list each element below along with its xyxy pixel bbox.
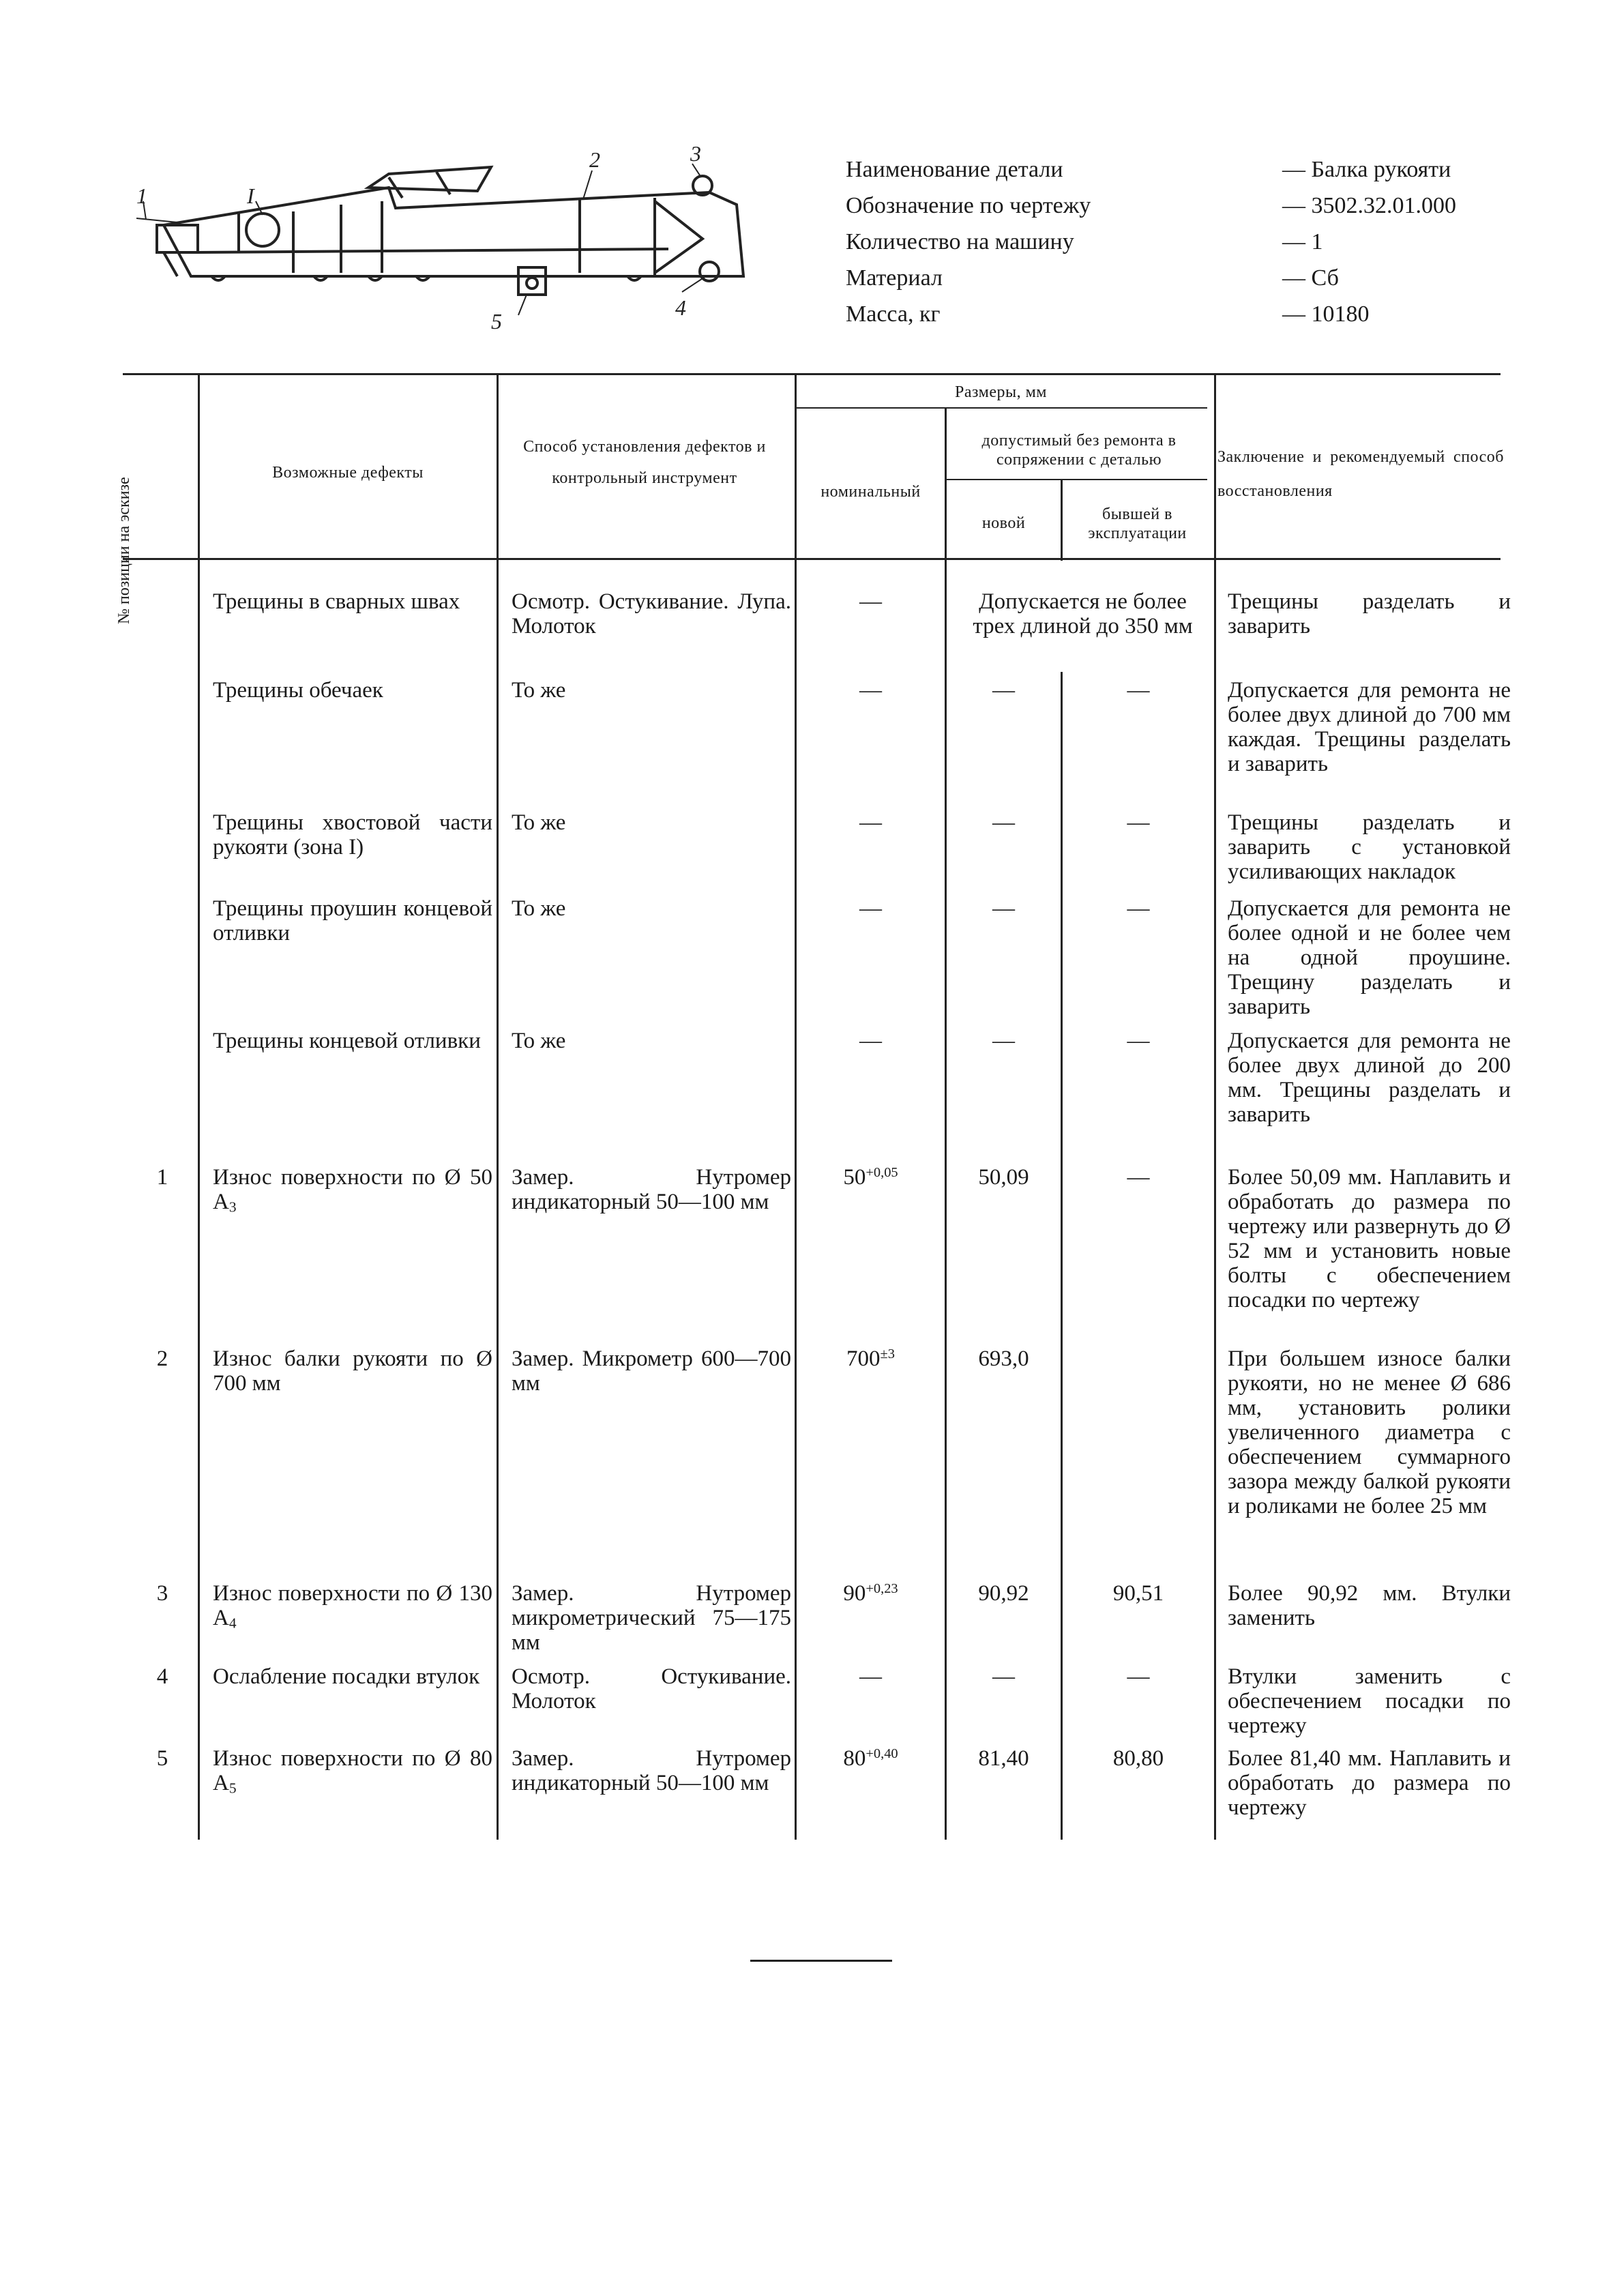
row6-new: 50,09 — [978, 1165, 1029, 1190]
row2-defect: Трещины обечаек — [213, 678, 383, 703]
col-divider-1 — [198, 373, 200, 1840]
info-value: — Балка рукояти — [1282, 151, 1451, 188]
info-value: — 1 — [1282, 224, 1323, 260]
row7-nominal — [797, 1346, 945, 1371]
row8-defect-diam: Ø 130 А — [213, 1581, 492, 1630]
callout-I: I — [247, 183, 254, 208]
row10-defect — [213, 1746, 492, 1795]
row4-defect: Трещины проушин концевой отливки — [213, 896, 492, 945]
row3-method: То же — [512, 810, 566, 835]
col-divider-2 — [497, 373, 499, 1840]
info-label: Обозначение по чертежу — [846, 193, 1091, 218]
row9-defect: Ослабление посадки втулок — [213, 1664, 480, 1689]
row6-nominal-base: 50 — [843, 1165, 866, 1190]
row10-position: 5 — [156, 1746, 168, 1771]
part-sketch — [136, 136, 771, 355]
col-divider-6 — [1214, 373, 1216, 1840]
row10-used: 80,80 — [1112, 1746, 1164, 1771]
row4-conclusion: Допускается для ремонта не более одной и не более чем на одной проушине. Трещину разделать и заварить — [1228, 896, 1511, 1019]
header-nominal: номинальный — [821, 483, 921, 501]
callout-2: 2 — [589, 147, 600, 172]
row1-defect: Трещины в сварных швах — [213, 589, 460, 614]
col-divider-4 — [945, 407, 947, 1840]
info-label: Количество на машину — [846, 229, 1074, 254]
row3-new: — — [992, 810, 1015, 835]
row7-new: 693,0 — [978, 1346, 1029, 1371]
row5-conclusion: Допускается для ремонта не более двух длиной до 200 мм. Трещины разделать и заварить — [1228, 1029, 1511, 1127]
header-sizes: Размеры, мм — [955, 383, 1047, 401]
row6-conclusion: Более 50,09 мм. Наплавить и обработать до размера по чертежу или развернуть до Ø 52 мм и установить новые болты с обеспечением посадки по чертежу — [1228, 1165, 1511, 1312]
row6-position: 1 — [156, 1165, 168, 1190]
row10-defect-diam: Ø 80 А — [213, 1746, 492, 1795]
row6-defect-sub: 3 — [228, 1198, 237, 1216]
row2-new: — — [992, 678, 1015, 703]
header-new: новой — [981, 514, 1026, 532]
row7-nominal-base: 700 — [846, 1346, 881, 1371]
row5-defect: Трещины концевой отливки — [213, 1029, 481, 1053]
row10-conclusion: Более 81,40 мм. Наплавить и обработать до размера по чертежу — [1228, 1746, 1511, 1820]
row8-nominal-base: 90 — [843, 1581, 866, 1606]
row7-defect: Износ балки рукояти по Ø 700 мм — [213, 1346, 492, 1396]
table-header-rule — [123, 558, 1501, 560]
row3-nominal: — — [859, 810, 882, 835]
callout-1: 1 — [136, 183, 147, 208]
header-allowed: допустимый без ремонта в сопряжении с деталью — [981, 432, 1177, 469]
row6-used: — — [1127, 1165, 1150, 1190]
row2-conclusion: Допускается для ремонта не более двух длиной до 700 мм каждая. Трещины разделать и заварить — [1228, 678, 1511, 776]
row10-nominal — [797, 1746, 945, 1771]
row10-nominal-base: 80 — [843, 1746, 866, 1771]
row6-defect — [213, 1165, 492, 1214]
row6-defect-text: Износ поверхности по — [213, 1165, 445, 1190]
header-position: № позиции на эскизе — [115, 477, 133, 624]
row9-conclusion: Втулки заменить с обеспечением посадки по чертежу — [1228, 1664, 1511, 1738]
page-end-rule — [750, 1960, 892, 1962]
row8-method: Замер. Нутромер микрометрический 75—175 мм — [512, 1581, 791, 1655]
row8-used: 90,51 — [1112, 1581, 1164, 1606]
row2-used: — — [1127, 678, 1150, 703]
row6-nominal — [797, 1165, 945, 1190]
row7-nominal-tol: ±3 — [880, 1346, 895, 1362]
row1-allowed: Допускается не более трех длиной до 350 мм — [973, 589, 1193, 638]
info-label: Масса, кг — [846, 301, 941, 327]
info-value: — 3502.32.01.000 — [1282, 188, 1456, 224]
row4-nominal: — — [859, 896, 882, 921]
row10-new: 81,40 — [978, 1746, 1029, 1771]
info-label: Наименование детали — [846, 157, 1063, 182]
row6-nominal-tol: +0,05 — [866, 1164, 898, 1180]
row10-nominal-tol: +0,40 — [866, 1746, 898, 1761]
row4-method: То же — [512, 896, 566, 921]
row8-conclusion: Более 90,92 мм. Втулки заменить — [1228, 1581, 1511, 1630]
row10-method: Замер. Нутромер индикаторный 50—100 мм — [512, 1746, 791, 1795]
table-top-rule — [123, 373, 1501, 375]
row1-method: Осмотр. Остукивание. Лупа. Молоток — [512, 589, 791, 638]
row2-method: То же — [512, 678, 566, 703]
row6-defect-diam: Ø 50 А — [213, 1165, 492, 1214]
row9-position: 4 — [156, 1664, 168, 1689]
row3-conclusion: Трещины разделать и заварить с установкой усиливающих накладок — [1228, 810, 1511, 884]
row1-nominal: — — [859, 589, 882, 614]
col-divider-5 — [1061, 479, 1063, 561]
callout-5: 5 — [491, 309, 502, 334]
row8-defect-sub: 4 — [228, 1615, 237, 1632]
row7-conclusion: При большем износе балки рукояти, но не менее Ø 686 мм, установить ролики увеличенного диаметра с обеспечением суммарного зазора между балкой рукояти и роликами не более 25 мм — [1228, 1346, 1511, 1518]
row8-defect-text: Износ поверхности по — [213, 1581, 437, 1606]
row8-new: 90,92 — [978, 1581, 1029, 1606]
row7-position: 2 — [156, 1346, 168, 1371]
row5-new: — — [992, 1029, 1015, 1053]
row5-nominal: — — [859, 1029, 882, 1053]
info-value: — 10180 — [1282, 296, 1370, 332]
row4-used: — — [1127, 896, 1150, 921]
row6-method: Замер. Нутромер индикаторный 50—100 мм — [512, 1165, 791, 1214]
header-conclusion: Заключение и рекомендуемый способ восстановления — [1217, 448, 1504, 500]
arm-beam-drawing — [136, 136, 771, 355]
callout-3: 3 — [690, 141, 701, 166]
row8-position: 3 — [156, 1581, 168, 1606]
row9-nominal: — — [859, 1664, 882, 1689]
row5-method: То же — [512, 1029, 566, 1053]
info-value: — Сб — [1282, 260, 1339, 296]
row5-used: — — [1127, 1029, 1150, 1053]
row1-conclusion: Трещины разделать и заварить — [1228, 589, 1511, 638]
row9-method: Осмотр. Остукивание. Молоток — [512, 1664, 791, 1713]
row8-nominal-tol: +0,23 — [866, 1580, 898, 1596]
row3-defect: Трещины хвостовой части рукояти (зона I) — [213, 810, 492, 859]
sizes-subrule — [795, 407, 1207, 409]
row10-defect-sub: 5 — [228, 1780, 237, 1797]
row8-nominal — [797, 1581, 945, 1606]
row10-defect-text: Износ поверхности по — [213, 1746, 445, 1771]
header-used: бывшей в эксплуатации — [1088, 505, 1187, 542]
row9-used: — — [1127, 1664, 1150, 1689]
header-method: Способ установления дефектов и контрольный инструмент — [523, 438, 766, 487]
row3-used: — — [1127, 810, 1150, 835]
row8-defect — [213, 1581, 492, 1630]
row9-new: — — [992, 1664, 1015, 1689]
allowed-subrule — [945, 479, 1207, 480]
row4-new: — — [992, 896, 1015, 921]
row7-method: Замер. Микрометр 600—700 мм — [512, 1346, 791, 1396]
callout-4: 4 — [675, 295, 686, 320]
info-label: Материал — [846, 265, 943, 291]
row2-nominal: — — [859, 678, 882, 703]
header-defects: Возможные дефекты — [272, 464, 424, 482]
